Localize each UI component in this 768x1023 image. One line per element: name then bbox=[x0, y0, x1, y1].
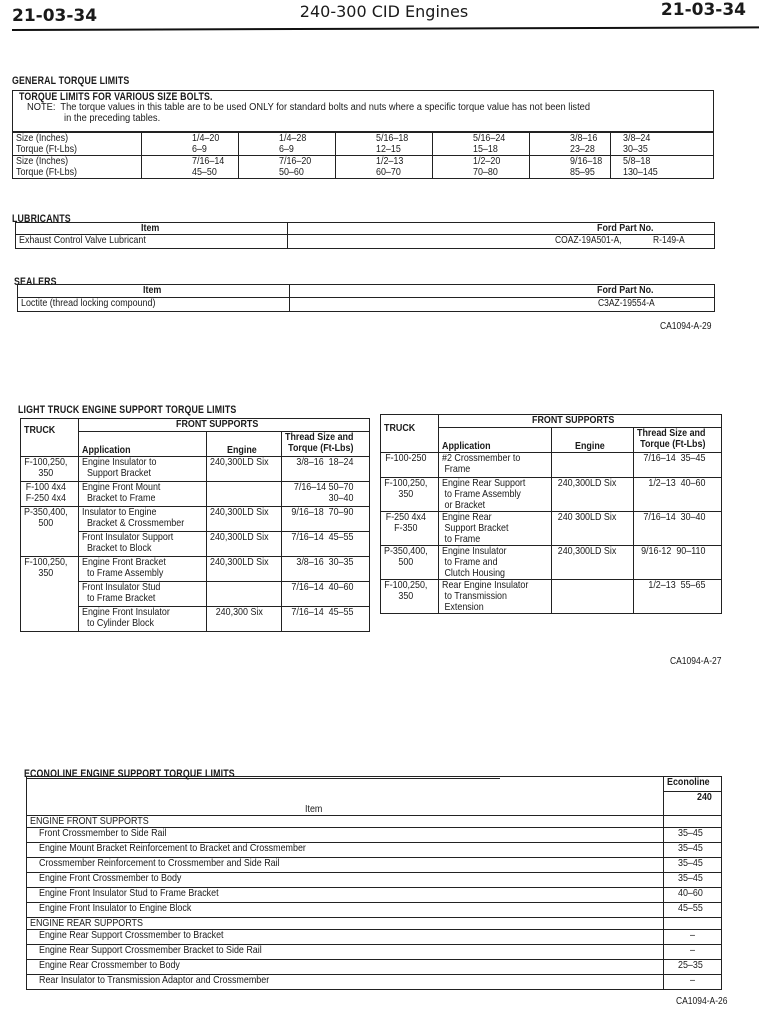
cell-line: Bracket to Block bbox=[82, 542, 152, 554]
figure-code-a26: CA1094-A-26 bbox=[676, 996, 728, 1007]
engine-cell bbox=[206, 582, 282, 607]
torque-cell bbox=[634, 546, 722, 580]
cell-line: to Cylinder Block bbox=[82, 617, 155, 629]
bolt-size: 5/16–18 bbox=[375, 132, 408, 144]
value-cell: 35–45 bbox=[664, 858, 722, 873]
col-truck: TRUCK bbox=[21, 419, 79, 457]
torque-cell bbox=[282, 557, 370, 582]
note-label: NOTE: bbox=[27, 102, 56, 113]
cell-line: 30–40 bbox=[329, 492, 354, 504]
cell-line: 7/16–14 45–55 bbox=[291, 531, 354, 543]
application-cell bbox=[79, 607, 206, 632]
cell-line: F-100,250, bbox=[384, 579, 428, 591]
econoline-row bbox=[27, 903, 722, 918]
item-cell: Rear Insulator to Transmission Adaptor and Crossmember bbox=[27, 975, 664, 990]
general-torque-table-title: TORQUE LIMITS FOR VARIOUS SIZE BOLTS. bbox=[19, 91, 213, 103]
item-cell: Crossmember Reinforcement to Crossmember and Side Rail bbox=[27, 858, 664, 873]
torque-label: Torque (Ft-Lbs) bbox=[16, 143, 78, 155]
lubricant-part-1: COAZ-19A501-A, bbox=[554, 235, 622, 246]
torque-cell bbox=[282, 457, 370, 482]
cell-line: 350 bbox=[38, 567, 54, 579]
group-value-blank bbox=[664, 816, 722, 828]
bolt-size: 1/4–20 bbox=[191, 132, 219, 144]
application-cell bbox=[439, 478, 552, 512]
econoline-row bbox=[27, 858, 722, 873]
cell-line: Bracket to Frame bbox=[82, 492, 156, 504]
item-cell: Engine Rear Support Crossmember to Bracket bbox=[27, 930, 664, 945]
application-cell bbox=[439, 453, 552, 478]
sealer-part: C3AZ-19554-A bbox=[290, 298, 715, 312]
value-cell: 25–35 bbox=[664, 960, 722, 975]
engine-cell bbox=[206, 607, 282, 632]
truck-row bbox=[381, 453, 722, 478]
cell-line: or Bracket bbox=[442, 499, 486, 511]
torque-value: 6–9 bbox=[278, 143, 294, 155]
item-cell: Front Crossmember to Side Rail bbox=[27, 828, 664, 843]
torque-cell bbox=[634, 478, 722, 512]
cell-line: to Frame bbox=[442, 533, 481, 545]
lubricant-item: Exhaust Control Valve Lubricant bbox=[16, 235, 288, 249]
lubricant-part-numbers bbox=[288, 235, 715, 249]
torque-cell bbox=[611, 156, 713, 179]
front-supports-header: FRONT SUPPORTS bbox=[79, 419, 370, 432]
cell-line: 240,300LD Six bbox=[209, 556, 269, 568]
cell-line: 240,300LD Six bbox=[557, 477, 617, 489]
application-cell bbox=[439, 580, 552, 614]
row-labels bbox=[13, 156, 141, 179]
torque-value: 60–70 bbox=[375, 166, 401, 178]
torque-cell bbox=[282, 532, 370, 557]
truck-cell bbox=[21, 482, 79, 507]
cell-line: F-250 4x4 bbox=[25, 492, 66, 504]
torque-value: 85–95 bbox=[569, 166, 595, 178]
cell-line: Clutch Housing bbox=[442, 567, 506, 579]
torque-cell bbox=[282, 582, 370, 607]
truck-row bbox=[21, 457, 370, 482]
cell-line: Rear Engine Insulator bbox=[442, 579, 529, 591]
cell-line: 240 300LD Six bbox=[557, 511, 617, 523]
item-cell: Engine Rear Crossmember to Body bbox=[27, 960, 664, 975]
cell-line: 240,300LD Six bbox=[209, 506, 269, 518]
lubricants-col-part: Ford Part No. bbox=[288, 223, 715, 235]
torque-value: 23–28 bbox=[569, 143, 595, 155]
col-thread-torque: Thread Size and Torque (Ft-Lbs) bbox=[282, 432, 370, 457]
torque-cell bbox=[432, 133, 529, 156]
note-text-continued: in the preceding tables. bbox=[64, 113, 161, 124]
cell-line: 350 bbox=[398, 590, 414, 602]
header-rule bbox=[12, 26, 759, 31]
cell-line: F-100,250, bbox=[384, 477, 428, 489]
econoline-row bbox=[27, 975, 722, 990]
bolt-size: 3/8–16 bbox=[569, 132, 597, 144]
torque-cell bbox=[335, 133, 432, 156]
truck-row bbox=[21, 507, 370, 532]
econoline-row bbox=[27, 888, 722, 903]
front-supports-header: FRONT SUPPORTS bbox=[439, 415, 722, 428]
page-number-right: 21-03-34 bbox=[660, 0, 746, 20]
cell-line: 9/16–18 70–90 bbox=[291, 506, 354, 518]
torque-value: 70–80 bbox=[472, 166, 498, 178]
torque-cell bbox=[529, 133, 611, 156]
sealers-table bbox=[17, 284, 715, 312]
cell-line: 240,300 Six bbox=[215, 606, 263, 618]
cell-line: 1/2–13 40–60 bbox=[648, 477, 706, 489]
size-label: Size (Inches) bbox=[16, 155, 69, 167]
torque-cell bbox=[282, 507, 370, 532]
item-cell: Engine Rear Support Crossmember Bracket to Side Rail bbox=[27, 945, 664, 960]
group-value-blank bbox=[664, 918, 722, 930]
light-truck-table-left bbox=[20, 418, 370, 632]
col-thread-torque: Thread Size and Torque (Ft-Lbs) bbox=[634, 428, 722, 453]
cell-line: 240,300LD Six bbox=[557, 545, 617, 557]
col-application: Application bbox=[79, 432, 206, 457]
torque-value: 50–60 bbox=[278, 166, 304, 178]
cell-line: 7/16–14 30–40 bbox=[643, 511, 706, 523]
item-cell: Engine Front Insulator to Engine Block bbox=[27, 903, 664, 918]
cell-line: Engine Front Insulator bbox=[82, 606, 171, 618]
sealers-section-title: SEALERS bbox=[14, 276, 57, 288]
group-name: ENGINE REAR SUPPORTS bbox=[27, 918, 664, 930]
value-cell: 35–45 bbox=[664, 873, 722, 888]
general-torque-section-title: GENERAL TORQUE LIMITS bbox=[12, 75, 130, 87]
value-cell: – bbox=[664, 975, 722, 990]
torque-value: 6–9 bbox=[191, 143, 207, 155]
truck-row bbox=[21, 557, 370, 582]
cell-line: Front Insulator Support bbox=[82, 531, 174, 543]
econoline-row bbox=[27, 945, 722, 960]
torque-cell bbox=[141, 156, 238, 179]
value-cell: – bbox=[664, 945, 722, 960]
torque-value: 130–145 bbox=[623, 166, 659, 178]
cell-line: #2 Crossmember to bbox=[442, 452, 521, 464]
value-cell: 35–45 bbox=[664, 828, 722, 843]
col-engine: Engine bbox=[552, 428, 634, 453]
cell-line: 350 bbox=[38, 467, 54, 479]
engine-cell bbox=[552, 580, 634, 614]
cell-line: 7/16–14 40–60 bbox=[291, 581, 354, 593]
cell-line: Engine Rear bbox=[442, 511, 492, 523]
torque-cell bbox=[432, 156, 529, 179]
application-cell bbox=[79, 582, 206, 607]
item-cell: Engine Mount Bracket Reinforcement to Bracket and Crossmember bbox=[27, 843, 664, 858]
value-cell: 40–60 bbox=[664, 888, 722, 903]
torque-cell bbox=[238, 133, 335, 156]
cell-line: to Frame Assembly bbox=[82, 567, 164, 579]
cell-line: P-350,400, bbox=[384, 545, 428, 557]
torque-cell bbox=[634, 580, 722, 614]
cell-line: Insulator to Engine bbox=[82, 506, 157, 518]
engine-cell bbox=[206, 532, 282, 557]
cell-line: F-100 4x4 bbox=[25, 481, 66, 493]
cell-line: 7/16–14 50–70 bbox=[294, 481, 354, 493]
cell-line: 7/16–14 35–45 bbox=[643, 452, 706, 464]
size-label: Size (Inches) bbox=[16, 132, 69, 144]
cell-line: F-100-250 bbox=[385, 452, 427, 464]
cell-line: F-100,250, bbox=[24, 556, 68, 568]
cell-line: Engine Insulator bbox=[442, 545, 507, 557]
general-torque-table-header bbox=[13, 91, 713, 132]
truck-cell bbox=[381, 546, 439, 580]
cell-line: Front Insulator Stud bbox=[82, 581, 161, 593]
col-engine: Engine bbox=[206, 432, 282, 457]
torque-value: 30–35 bbox=[623, 143, 649, 155]
cell-line: 7/16–14 45–55 bbox=[291, 606, 354, 618]
torque-cell bbox=[335, 156, 432, 179]
cell-line: Support Bracket bbox=[442, 522, 509, 534]
bolt-size: 3/8–24 bbox=[623, 132, 651, 144]
truck-cell bbox=[381, 512, 439, 546]
cell-line: 3/8–16 30–35 bbox=[296, 556, 354, 568]
torque-label: Torque (Ft-Lbs) bbox=[16, 166, 78, 178]
truck-cell bbox=[21, 557, 79, 632]
econoline-section-title: ECONOLINE ENGINE SUPPORT TORQUE LIMITS bbox=[24, 768, 235, 780]
cell-line: Engine Rear Support bbox=[442, 477, 526, 489]
engine-cell bbox=[206, 507, 282, 532]
engine-cell bbox=[552, 512, 634, 546]
truck-cell bbox=[381, 580, 439, 614]
cell-line: 240,300LD Six bbox=[209, 456, 269, 468]
truck-row bbox=[381, 546, 722, 580]
econoline-row bbox=[27, 843, 722, 858]
cell-line: 3/8–16 18–24 bbox=[296, 456, 354, 468]
group-row bbox=[27, 816, 722, 828]
cell-line: F-100,250, bbox=[24, 456, 68, 468]
torque-cell bbox=[282, 482, 370, 507]
engine-cell bbox=[206, 457, 282, 482]
bolt-size: 7/16–20 bbox=[278, 155, 311, 167]
row-labels bbox=[13, 133, 141, 156]
lubricants-table bbox=[15, 222, 715, 249]
engine-cell bbox=[552, 478, 634, 512]
sealers-col-item: Item bbox=[18, 285, 290, 298]
engine-cell bbox=[206, 557, 282, 582]
torque-cell bbox=[238, 156, 335, 179]
application-cell bbox=[79, 457, 206, 482]
torque-value: 45–50 bbox=[191, 166, 217, 178]
cell-line: F-250 4x4 bbox=[385, 511, 426, 523]
figure-code-a29: CA1094-A-29 bbox=[660, 321, 712, 332]
value-cell: 45–55 bbox=[664, 903, 722, 918]
sealers-col-part: Ford Part No. bbox=[290, 285, 715, 298]
engine-cell bbox=[552, 546, 634, 580]
application-cell bbox=[79, 482, 206, 507]
truck-row bbox=[381, 478, 722, 512]
application-cell bbox=[439, 512, 552, 546]
light-truck-section-title: LIGHT TRUCK ENGINE SUPPORT TORQUE LIMITS bbox=[18, 404, 237, 416]
cell-line: 1/2–13 55–65 bbox=[648, 579, 706, 591]
torque-cell bbox=[611, 133, 713, 156]
truck-row bbox=[381, 512, 722, 546]
application-cell bbox=[439, 546, 552, 580]
cell-line: 500 bbox=[38, 517, 54, 529]
cell-line: to Frame Bracket bbox=[82, 592, 156, 604]
torque-cell bbox=[141, 133, 238, 156]
econoline-row bbox=[27, 873, 722, 888]
col-application: Application bbox=[439, 428, 552, 453]
lubricant-part-2: R-149-A bbox=[652, 235, 685, 246]
bolt-size: 1/4–28 bbox=[278, 132, 306, 144]
cell-line: 9/16-12 90–110 bbox=[641, 545, 706, 557]
item-cell: Engine Front Insulator Stud to Frame Bracket bbox=[27, 888, 664, 903]
cell-line: P-350,400, bbox=[24, 506, 68, 518]
truck-cell bbox=[21, 507, 79, 557]
bolt-size: 7/16–14 bbox=[191, 155, 224, 167]
cell-line: Frame bbox=[442, 463, 471, 475]
sealer-item: Loctite (thread locking compound) bbox=[18, 298, 290, 312]
col-240: 240 bbox=[664, 792, 722, 816]
torque-value: 15–18 bbox=[472, 143, 498, 155]
torque-value: 12–15 bbox=[375, 143, 401, 155]
torque-row bbox=[13, 133, 713, 156]
general-torque-table bbox=[12, 90, 714, 179]
cell-line: 240,300LD Six bbox=[209, 531, 269, 543]
torque-row bbox=[13, 156, 713, 179]
general-torque-values bbox=[13, 132, 713, 178]
engine-cell bbox=[206, 482, 282, 507]
value-cell: – bbox=[664, 930, 722, 945]
cell-line: to Transmission bbox=[442, 590, 508, 602]
torque-cell bbox=[634, 512, 722, 546]
light-truck-table-right bbox=[380, 414, 722, 614]
cell-line: Extension bbox=[442, 601, 485, 613]
torque-cell bbox=[529, 156, 611, 179]
cell-line: F-350 bbox=[394, 522, 418, 534]
cell-line: 500 bbox=[398, 556, 414, 568]
cell-line: Bracket & Crossmember bbox=[82, 517, 185, 529]
econoline-row bbox=[27, 930, 722, 945]
cell-line: 350 bbox=[398, 488, 414, 500]
application-cell bbox=[79, 557, 206, 582]
col-item: Item bbox=[27, 777, 664, 816]
cell-line: to Frame Assembly bbox=[442, 488, 522, 500]
note-text: The torque values in this table are to be used ONLY for standard bolts and nuts where a specific torque value has not been listed bbox=[60, 102, 591, 113]
application-cell bbox=[79, 507, 206, 532]
cell-line: Engine Insulator to bbox=[82, 456, 157, 468]
item-cell: Engine Front Crossmember to Body bbox=[27, 873, 664, 888]
truck-row bbox=[381, 580, 722, 614]
bolt-size: 5/8–18 bbox=[623, 155, 651, 167]
cell-line: to Frame and bbox=[442, 556, 498, 568]
col-truck: TRUCK bbox=[381, 415, 439, 453]
torque-cell bbox=[634, 453, 722, 478]
truck-cell bbox=[381, 478, 439, 512]
econoline-row bbox=[27, 828, 722, 843]
engine-cell bbox=[552, 453, 634, 478]
group-row bbox=[27, 918, 722, 930]
cell-line: Engine Front Mount bbox=[82, 481, 161, 493]
application-cell bbox=[79, 532, 206, 557]
econoline-row bbox=[27, 960, 722, 975]
lubricants-section-title: LUBRICANTS bbox=[12, 213, 71, 225]
bolt-size: 1/2–13 bbox=[375, 155, 403, 167]
group-name: ENGINE FRONT SUPPORTS bbox=[27, 816, 664, 828]
bolt-size: 1/2–20 bbox=[472, 155, 500, 167]
col-econoline: Econoline bbox=[664, 777, 722, 792]
truck-cell bbox=[21, 457, 79, 482]
econoline-table bbox=[26, 776, 722, 990]
bolt-size: 5/16–24 bbox=[472, 132, 505, 144]
page-number-left: 21-03-34 bbox=[12, 6, 98, 26]
bolt-size: 9/16–18 bbox=[569, 155, 602, 167]
figure-code-a27: CA1094-A-27 bbox=[670, 656, 722, 667]
cell-line: Engine Front Bracket bbox=[82, 556, 167, 568]
cell-line: Support Bracket bbox=[82, 467, 152, 479]
torque-cell bbox=[282, 607, 370, 632]
value-cell: 35–45 bbox=[664, 843, 722, 858]
truck-row bbox=[21, 482, 370, 507]
truck-cell bbox=[381, 453, 439, 478]
general-torque-note bbox=[27, 102, 590, 113]
page-title: 240-300 CID Engines bbox=[299, 2, 469, 21]
lubricants-col-item: Item bbox=[16, 223, 288, 235]
